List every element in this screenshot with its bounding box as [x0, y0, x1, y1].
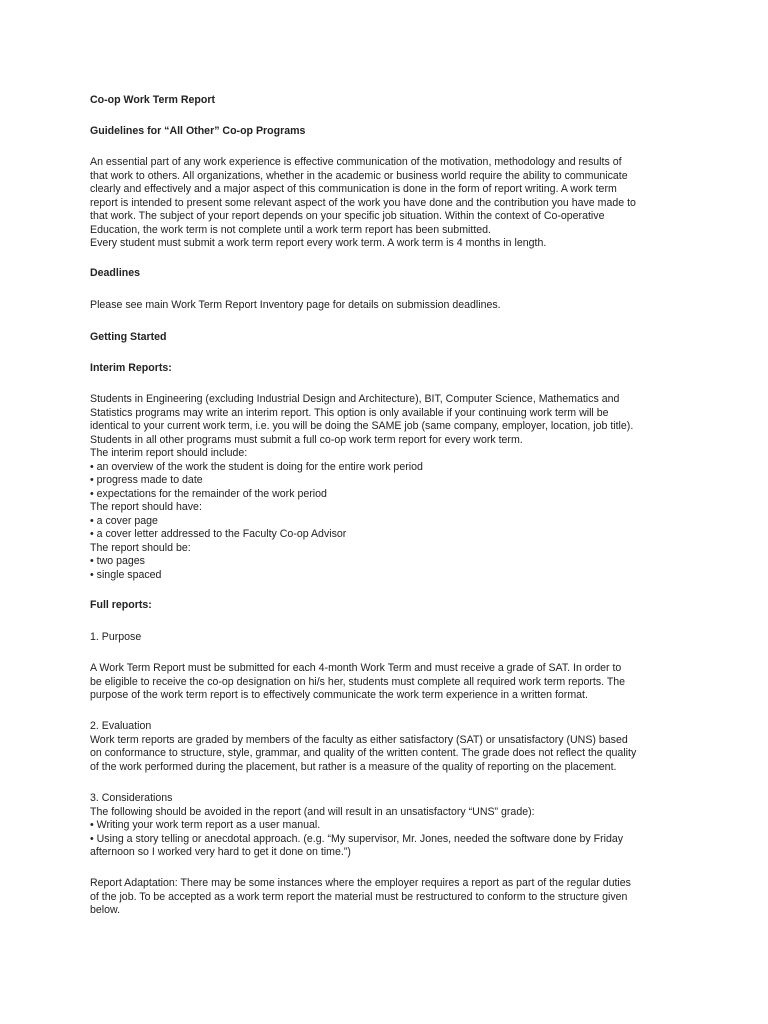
bullet-item: • an overview of the work the student is doing for the entire work period — [90, 460, 423, 473]
full-reports-heading: Full reports: — [90, 599, 152, 611]
bullet-item: • two pages — [90, 555, 145, 567]
document-subtitle: Guidelines for “All Other” Co-op Programs — [90, 125, 306, 137]
paragraph-line: of the work performed during the placement, but rather is a measure of the quality of reporting on the placement. — [90, 760, 617, 773]
paragraph-line: The report should be: — [90, 541, 191, 554]
paragraph-line: An essential part of any work experience is effective communication of the motivation, methodology and results of — [90, 156, 622, 168]
bullet-item: • expectations for the remainder of the work period — [90, 487, 327, 500]
paragraph-line: be eligible to receive the co-op designation on hi/s her, students must complete all required work term reports. The — [90, 675, 626, 688]
paragraph-line: below. — [90, 904, 121, 916]
paragraph-line: Every student must submit a work term report every work term. A work term is 4 months in length. — [90, 237, 547, 249]
paragraph-line: Education, the work term is not complete until a work term report has been submitted. — [90, 223, 491, 236]
bullet-item: • single spaced — [90, 568, 162, 581]
paragraph-line: Students in Engineering (excluding Industrial Design and Architecture), BIT, Computer Science, Mathematics and — [90, 393, 620, 405]
paragraph-line: clearly and effectively and a major aspect of this communication is done in the form of report writing. A work term — [90, 183, 617, 195]
evaluation-heading: 2. Evaluation — [90, 720, 152, 732]
paragraph-line: that work to others. All organizations, whether in the academic or business world require the ability to communicate — [90, 169, 628, 182]
bullet-item: • a cover letter addressed to the Faculty Co-op Advisor — [90, 528, 347, 540]
paragraph-line: Statistics programs may write an interim report. This option is only available if your continuing work term will be — [90, 406, 609, 419]
paragraph-line: of the job. To be accepted as a work term report the material must be restructured to conform to the structure given — [90, 890, 628, 903]
bullet-item: • Writing your work term report as a user manual. — [90, 819, 321, 831]
bullet-item: • a cover page — [90, 514, 158, 527]
paragraph-line: The report should have: — [90, 501, 202, 513]
paragraph-line: afternoon so I worked very hard to get it done on time.”) — [90, 846, 351, 858]
paragraph-line: that work. The subject of your report depends on your specific job situation. Within the context of Co-operative — [90, 210, 605, 222]
document-title: Co-op Work Term Report — [90, 94, 215, 106]
paragraph-line: identical to your current work term, i.e. you will be doing the SAME job (same company, employer, location, job title). — [90, 420, 634, 432]
paragraph-line: The following should be avoided in the report (and will result in an unsatisfactory “UNS” grade): — [90, 805, 535, 818]
bullet-item: • Using a story telling or anecdotal approach. (e.g. “My supervisor, Mr. Jones, needed the software done by Friday — [90, 832, 624, 845]
bullet-item: • progress made to date — [90, 474, 203, 486]
interim-reports-heading: Interim Reports: — [90, 362, 172, 374]
purpose-heading: 1. Purpose — [90, 631, 142, 643]
paragraph-line: on conformance to structure, style, grammar, and quality of the written content. The grade does not reflect the quality — [90, 747, 637, 759]
paragraph-line: A Work Term Report must be submitted for each 4-month Work Term and must receive a grade of SAT. In order to — [90, 662, 622, 674]
paragraph-line: purpose of the work term report is to effectively communicate the work term experience in a written format. — [90, 689, 588, 701]
paragraph-line: Work term reports are graded by members of the faculty as either satisfactory (SAT) or unsatisfactory (UNS) based — [90, 733, 628, 746]
deadlines-heading: Deadlines — [90, 267, 141, 279]
getting-started-heading: Getting Started — [90, 331, 167, 343]
paragraph-line: Students in all other programs must submit a full co-op work term report for every work term. — [90, 433, 523, 446]
paragraph-line: Report Adaptation: There may be some instances where the employer requires a report as part of the regular duties — [90, 877, 631, 889]
deadlines-text: Please see main Work Term Report Inventory page for details on submission deadlines. — [90, 299, 501, 311]
considerations-heading: 3. Considerations — [90, 792, 173, 804]
paragraph-line: report is intended to present some relevant aspect of the work you have done and the contribution you have made to — [90, 196, 636, 209]
paragraph-line: The interim report should include: — [90, 447, 248, 459]
